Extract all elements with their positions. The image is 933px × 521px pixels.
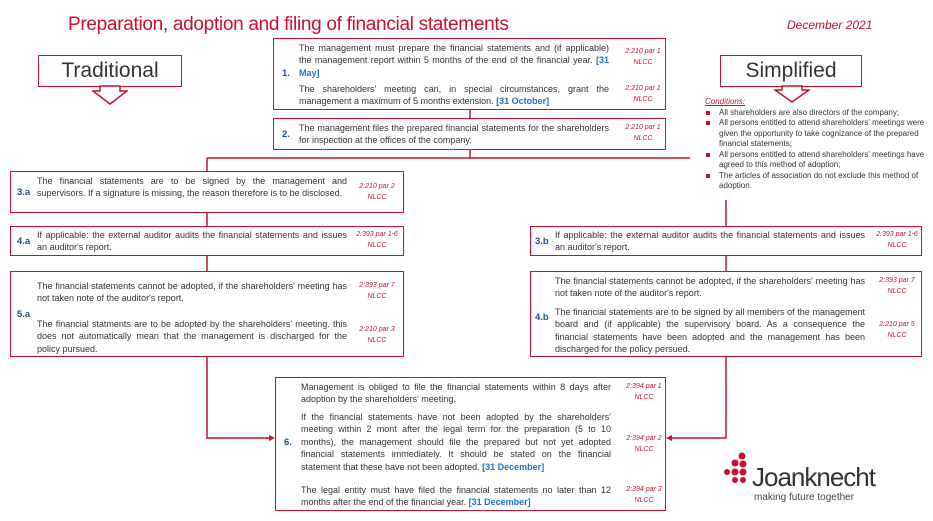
law-reference: 2:393 par 7 NLCC [359, 282, 395, 300]
condition-item: All persons entitled to attend shareholders' meetings were given the opportunity to take cognizance of the prepared financial statements; [705, 118, 927, 150]
law-reference: 2:210 par 1 NLCC [625, 124, 661, 142]
step-text: The financial statments are to be adopted by the shareholders' meeting. this does not automatically mean that the management is discharged for the policy pursued. [37, 319, 347, 354]
step-4b-box [530, 271, 922, 357]
logo-dots-icon [722, 452, 752, 492]
conditions-list [705, 97, 927, 192]
date-label: December 2021 [787, 18, 873, 32]
logo-tagline: making future together [754, 492, 855, 503]
step-4a-box [10, 226, 404, 256]
step-3a-box [10, 171, 404, 213]
step-number: 4.a [17, 236, 31, 247]
step-text: The financial statements are to be signed by the management and supervisors. If a signature is missing, the reason therefore is to be disclosed. [37, 176, 347, 199]
condition-item: All persons entitled to attend shareholders' meetings have agreed to this method of adoption; [705, 150, 927, 171]
traditional-label: Traditional [61, 59, 159, 82]
step-text: The management must prepare the financial statements and (if applicable) the management report within 5 months of the end of the financial year. [31 May] [299, 43, 609, 78]
step-number: 3.b [535, 236, 549, 247]
step-text: The financial statements cannot be adopted, if the shareholders' meeting has not taken note of the auditor's report. [37, 281, 347, 304]
step-3b-box [530, 226, 922, 256]
law-reference: 2:393 par 1-6 NLCC [876, 231, 918, 249]
arrow-down-icon [92, 85, 128, 105]
law-reference: 2:210 par 2 NLCC [359, 183, 395, 201]
step-text: If applicable: the external auditor audits the financial statements and issues an auditor's report. [555, 230, 865, 253]
step-number: 3.a [17, 187, 31, 198]
step-number: 6. [284, 437, 292, 448]
simplified-label: Simplified [745, 59, 837, 82]
step-text: The management files the prepared financial statements for the shareholders for inspection at the offices of the company. [299, 123, 609, 146]
conditions-heading: Conditions: [705, 97, 746, 106]
step-number: 2. [282, 129, 290, 140]
step-1-box [273, 38, 666, 110]
law-reference: 2:210 par 5 NLCC [879, 321, 915, 339]
step-text: The legal entity must have filed the financial statements no later than 12 months after the end of the financial year. [31 December] [301, 485, 611, 508]
step-number: 5.a [17, 309, 31, 320]
step-number: 4.b [535, 312, 549, 323]
condition-item: The articles of association do not exclude this method of adoption. [705, 171, 927, 192]
step-2-box [273, 118, 666, 150]
step-number: 1. [282, 68, 290, 79]
condition-item: All shareholders are also directors of the company; [705, 108, 927, 119]
page-title: Preparation, adoption and filing of financial statements [68, 14, 509, 35]
law-reference: 2:394 par 1 NLCC [626, 383, 662, 401]
law-reference: 2:210 par 3 NLCC [359, 326, 395, 344]
step-5a-box [10, 271, 404, 357]
law-reference: 2:394 par 3 NLCC [626, 486, 662, 504]
step-text: The shareholders' meeting can, in special circumstances, grant the management a maximum of 5 months extension. [31 October] [299, 84, 609, 107]
simplified-callout [720, 55, 862, 87]
step-text: The financial statements cannot be adopted, if the shareholders' meeting has not taken note of the auditor's report. [555, 276, 865, 299]
law-reference: 2:210 par 1 NLCC [625, 85, 661, 103]
logo-name: Joanknecht [752, 462, 875, 492]
traditional-callout [38, 55, 182, 87]
law-reference: 2:210 par 1 NLCC [625, 48, 661, 66]
step-text: If applicable: the external auditor audits the financial statements and issues an auditor's report. [37, 230, 347, 253]
step-text: Management is obliged to file the financial statements within 8 days after adoption by the shareholders' meeting. [301, 382, 611, 405]
law-reference: 2:393 par 1-6 NLCC [356, 231, 398, 249]
law-reference: 2:393 par 7 NLCC [879, 277, 915, 295]
step-6-box [275, 377, 666, 511]
law-reference: 2:394 par 2 NLCC [626, 435, 662, 453]
step-text: If the financial statements have not been adopted by the shareholders' meeting within 2 mont after the legal term for the preparation (5 to 10 months), the management should file the prepared but not yet adopted financial statements immediately. It should be stated on the financial statement that these have not been adopted. [31 December] [301, 412, 611, 472]
step-text: The financial statements are to be signed by all members of the management board and (if applicable) the supervisory board. As a consequence the financial statements have been adopted and the management has been discharged for the policy persued. [555, 307, 865, 355]
